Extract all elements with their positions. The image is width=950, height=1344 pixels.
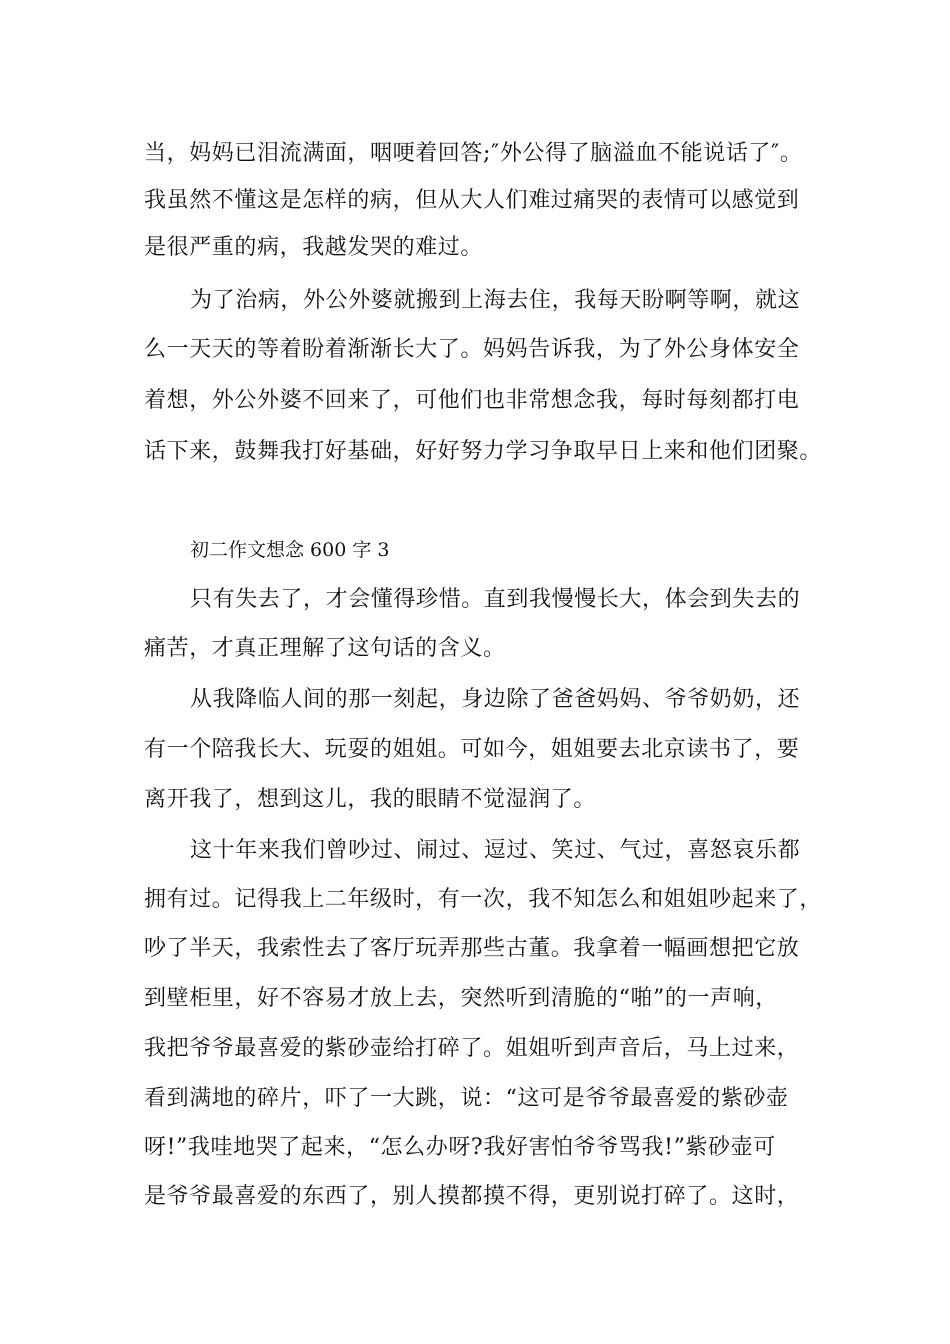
text-line: 着想，外公外婆不回来了，可他们也非常想念我，每时每刻都打电 — [144, 388, 800, 413]
text-line: 看到满地的碎片，吓了一大跳，说：“这可是爷爷最喜爱的紫砂壶 — [144, 1086, 789, 1111]
text-line: 我虽然不懂这是怎样的病，但从大人们难过痛哭的表情可以感觉到 — [144, 188, 800, 213]
text-line: 呀!”我哇地哭了起来，“怎么办呀?我好害怕爷爷骂我!”紫砂壶可 — [144, 1135, 776, 1160]
text-line: 离开我了，想到这儿，我的眼睛不觉湿润了。 — [144, 787, 597, 812]
text-line: 是很严重的病，我越发哭的难过。 — [144, 235, 484, 260]
text-line: 为了治病，外公外婆就搬到上海去住，我每天盼啊等啊，就这 — [190, 288, 801, 313]
text-line: 吵了半天，我索性去了客厅玩弄那些古董。我拿着一幅画想把它放 — [144, 936, 800, 961]
text-line: 是爷爷最喜爱的东西了，别人摸都摸不得，更别说打碎了。这时， — [144, 1184, 800, 1209]
section-heading: 初二作文想念 600 字 3 — [190, 539, 390, 561]
text-line: 拥有过。记得我上二年级时，有一次，我不知怎么和姐姐吵起来了， — [144, 887, 823, 912]
text-line: 有一个陪我长大、玩耍的姐姐。可如今，姐姐要去北京读书了，要 — [144, 737, 800, 762]
text-line: 到壁柜里，好不容易才放上去，突然听到清脆的“啪”的一声响， — [144, 986, 778, 1011]
text-line: 么一天天的等着盼着渐渐长大了。妈妈告诉我，为了外公身体安全 — [144, 337, 800, 362]
text-line: 话下来，鼓舞我打好基础，好好努力学习争取早日上来和他们团聚。 — [144, 439, 823, 464]
text-line: 痛苦，才真正理解了这句话的含义。 — [144, 636, 506, 661]
text-line: 从我降临人间的那一刻起，身边除了爸爸妈妈、爷爷奶奶，还 — [190, 687, 801, 712]
text-line: 这十年来我们曾吵过、闹过、逗过、笑过、气过，喜怒哀乐都 — [190, 838, 801, 863]
text-line: 当，妈妈已泪流满面，咽哽着回答;″外公得了脑溢血不能说话了″。 — [144, 141, 803, 166]
text-line: 我把爷爷最喜爱的紫砂壶给打碎了。姐姐听到声音后，马上过来， — [144, 1036, 800, 1061]
text-line: 只有失去了，才会懂得珍惜。直到我慢慢长大，体会到失去的 — [190, 587, 801, 612]
